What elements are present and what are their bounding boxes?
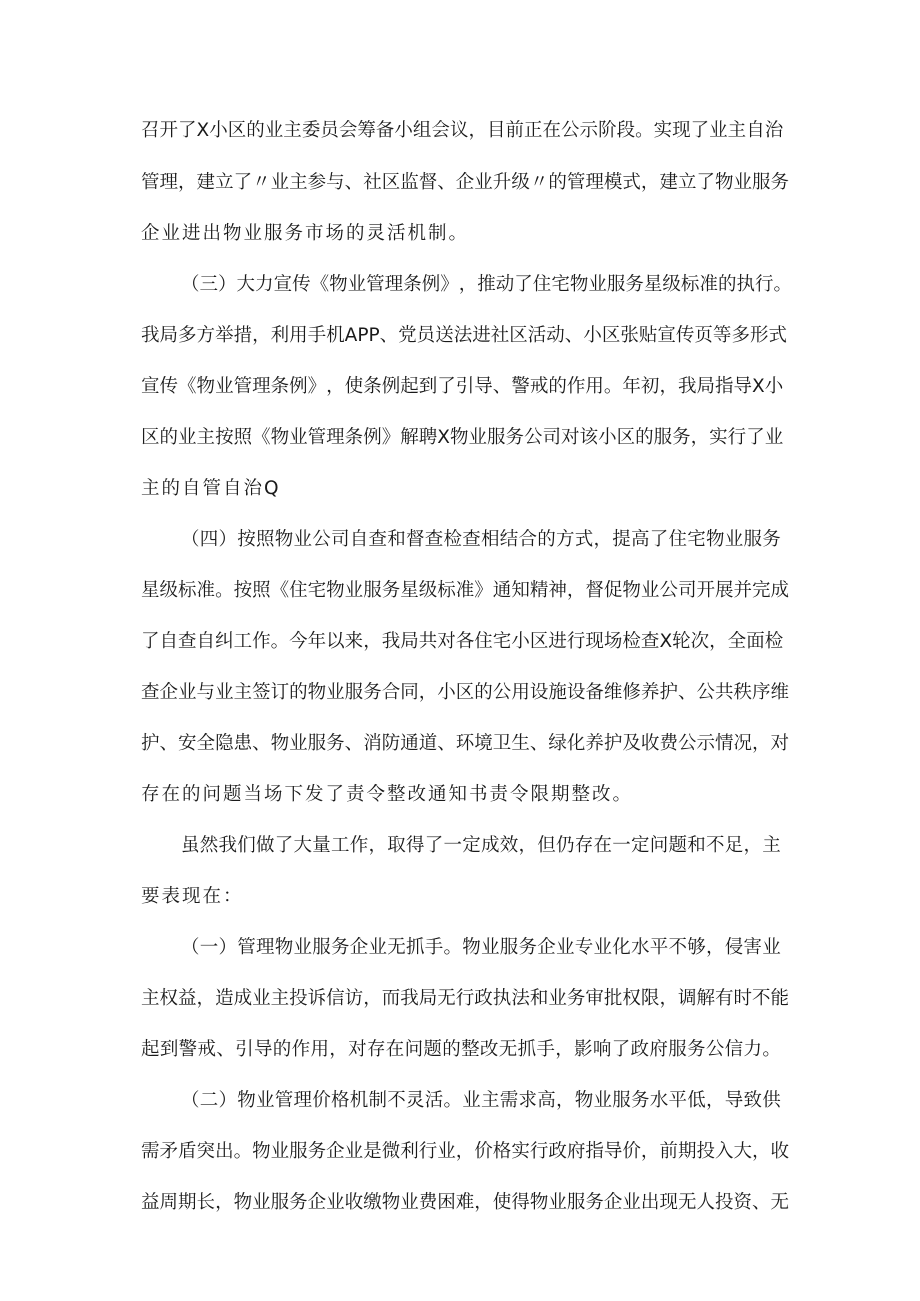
- text-line: 起 到 警 戒 、 引 导 的 作 用 ， 对 存 在 问 题 的 整 改 无 抓 手 ， 影 响 了 政 府 服 务 公 信 力 。: [141, 1039, 781, 1060]
- paragraph-heading: （ 四 ） 按 照 物 业 公 司 自 查 和 督 查 检 查 相 结 合 的 方 式 ， 提 高 了 住 宅 物 业 服 务: [181, 529, 781, 550]
- text-line: 主的自管自治Q: [141, 478, 281, 499]
- paragraph-heading: （ 二 ） 物 业 管 理 价 格 机 制 不 灵 活 。 业 主 需 求 高 ， 物 业 服 务 水 平 低 ， 导 致 供: [181, 1090, 781, 1111]
- text-line: 护 、 安 全 隐 患 、 物 业 服 务 、 消 防 通 道 、 环 境 卫 生 、 绿 化 养 护 及 收 费 公 示 情 况 ， 对: [141, 733, 790, 754]
- text-line: 企业进出物业服务市场的灵活机制。: [141, 223, 470, 244]
- text-line: 需 矛 盾 突 出 。 物 业 服 务 企 业 是 微 利 行 业 ， 价 格 实 行 政 府 指 导 价 ， 前 期 投 入 大 ， 收: [141, 1141, 790, 1162]
- paragraph-heading: （ 三 ） 大 力 宣 传 《 物 业 管 理 条 例 》 ， 推 动 了 住 宅 物 业 服 务 星 级 标 准 的 执 行 。: [181, 274, 793, 295]
- paragraph-start: 虽 然 我 们 做 了 大 量 工 作 ， 取 得 了 一 定 成 效 ， 但 仍 存 在 一 定 问 题 和 不 足 ， 主: [181, 835, 781, 856]
- paragraph-heading: （ 一 ） 管 理 物 业 服 务 企 业 无 抓 手 。 物 业 服 务 企 业 专 业 化 水 平 不 够 ， 侵 害 业: [181, 937, 781, 958]
- text-line: 宣 传 《 物 业 管 理 条 例 》 ， 使 条 例 起 到 了 引 导 、 警 戒 的 作 用 。 年 初 ， 我 局 指 导 X 小: [141, 376, 784, 397]
- text-line: 了 自 查 自 纠 工 作 。 今 年 以 来 ， 我 局 共 对 各 住 宅 小 区 进 行 现 场 检 查 X 轮 次 ， 全 面 检: [141, 631, 784, 652]
- text-line: 查 企 业 与 业 主 签 订 的 物 业 服 务 合 同 ， 小 区 的 公 用 设 施 设 备 维 修 养 护 、 公 共 秩 序 维: [141, 682, 790, 703]
- text-line: 存在的问题当场下发了责令整改通知书责令限期整改。: [141, 784, 634, 805]
- text-line: 区 的 业 主 按 照 《 物 业 管 理 条 例 》 解 聘 X 物 业 服 务 公 司 对 该 小 区 的 服 务 ， 实 行 了 业: [141, 427, 784, 448]
- text-line: 益 周 期 长 ， 物 业 服 务 企 业 收 缴 物 业 费 困 难 ， 使 得 物 业 服 务 企 业 出 现 无 人 投 资 、 无: [141, 1192, 790, 1213]
- text-line: 要表现在：: [141, 886, 244, 907]
- text-line: 管 理 ， 建 立 了 〃 业 主 参 与 、 社 区 监 督 、 企 业 升 级 〃 的 管 理 模 式 ， 建 立 了 物 业 服 务: [141, 172, 790, 193]
- text-line: 召 开 了 X 小 区 的 业 主 委 员 会 筹 备 小 组 会 议 ， 目 前 正 在 公 示 阶 段 。 实 现 了 业 主 自 治: [141, 120, 784, 141]
- text-line: 我 局 多 方 举 措 ， 利 用 手 机 A P P 、 党 员 送 法 进 社 区 活 动 、 小 区 张 贴 宣 传 页 等 多 形 式: [141, 325, 787, 346]
- text-line: 星 级 标 准 。 按 照 《 住 宅 物 业 服 务 星 级 标 准 》 通 知 精 神 ， 督 促 物 业 公 司 开 展 并 完 成: [141, 580, 790, 601]
- text-line: 主 权 益 ， 造 成 业 主 投 诉 信 访 ， 而 我 局 无 行 政 执 法 和 业 务 审 批 权 限 ， 调 解 有 时 不 能: [141, 988, 790, 1009]
